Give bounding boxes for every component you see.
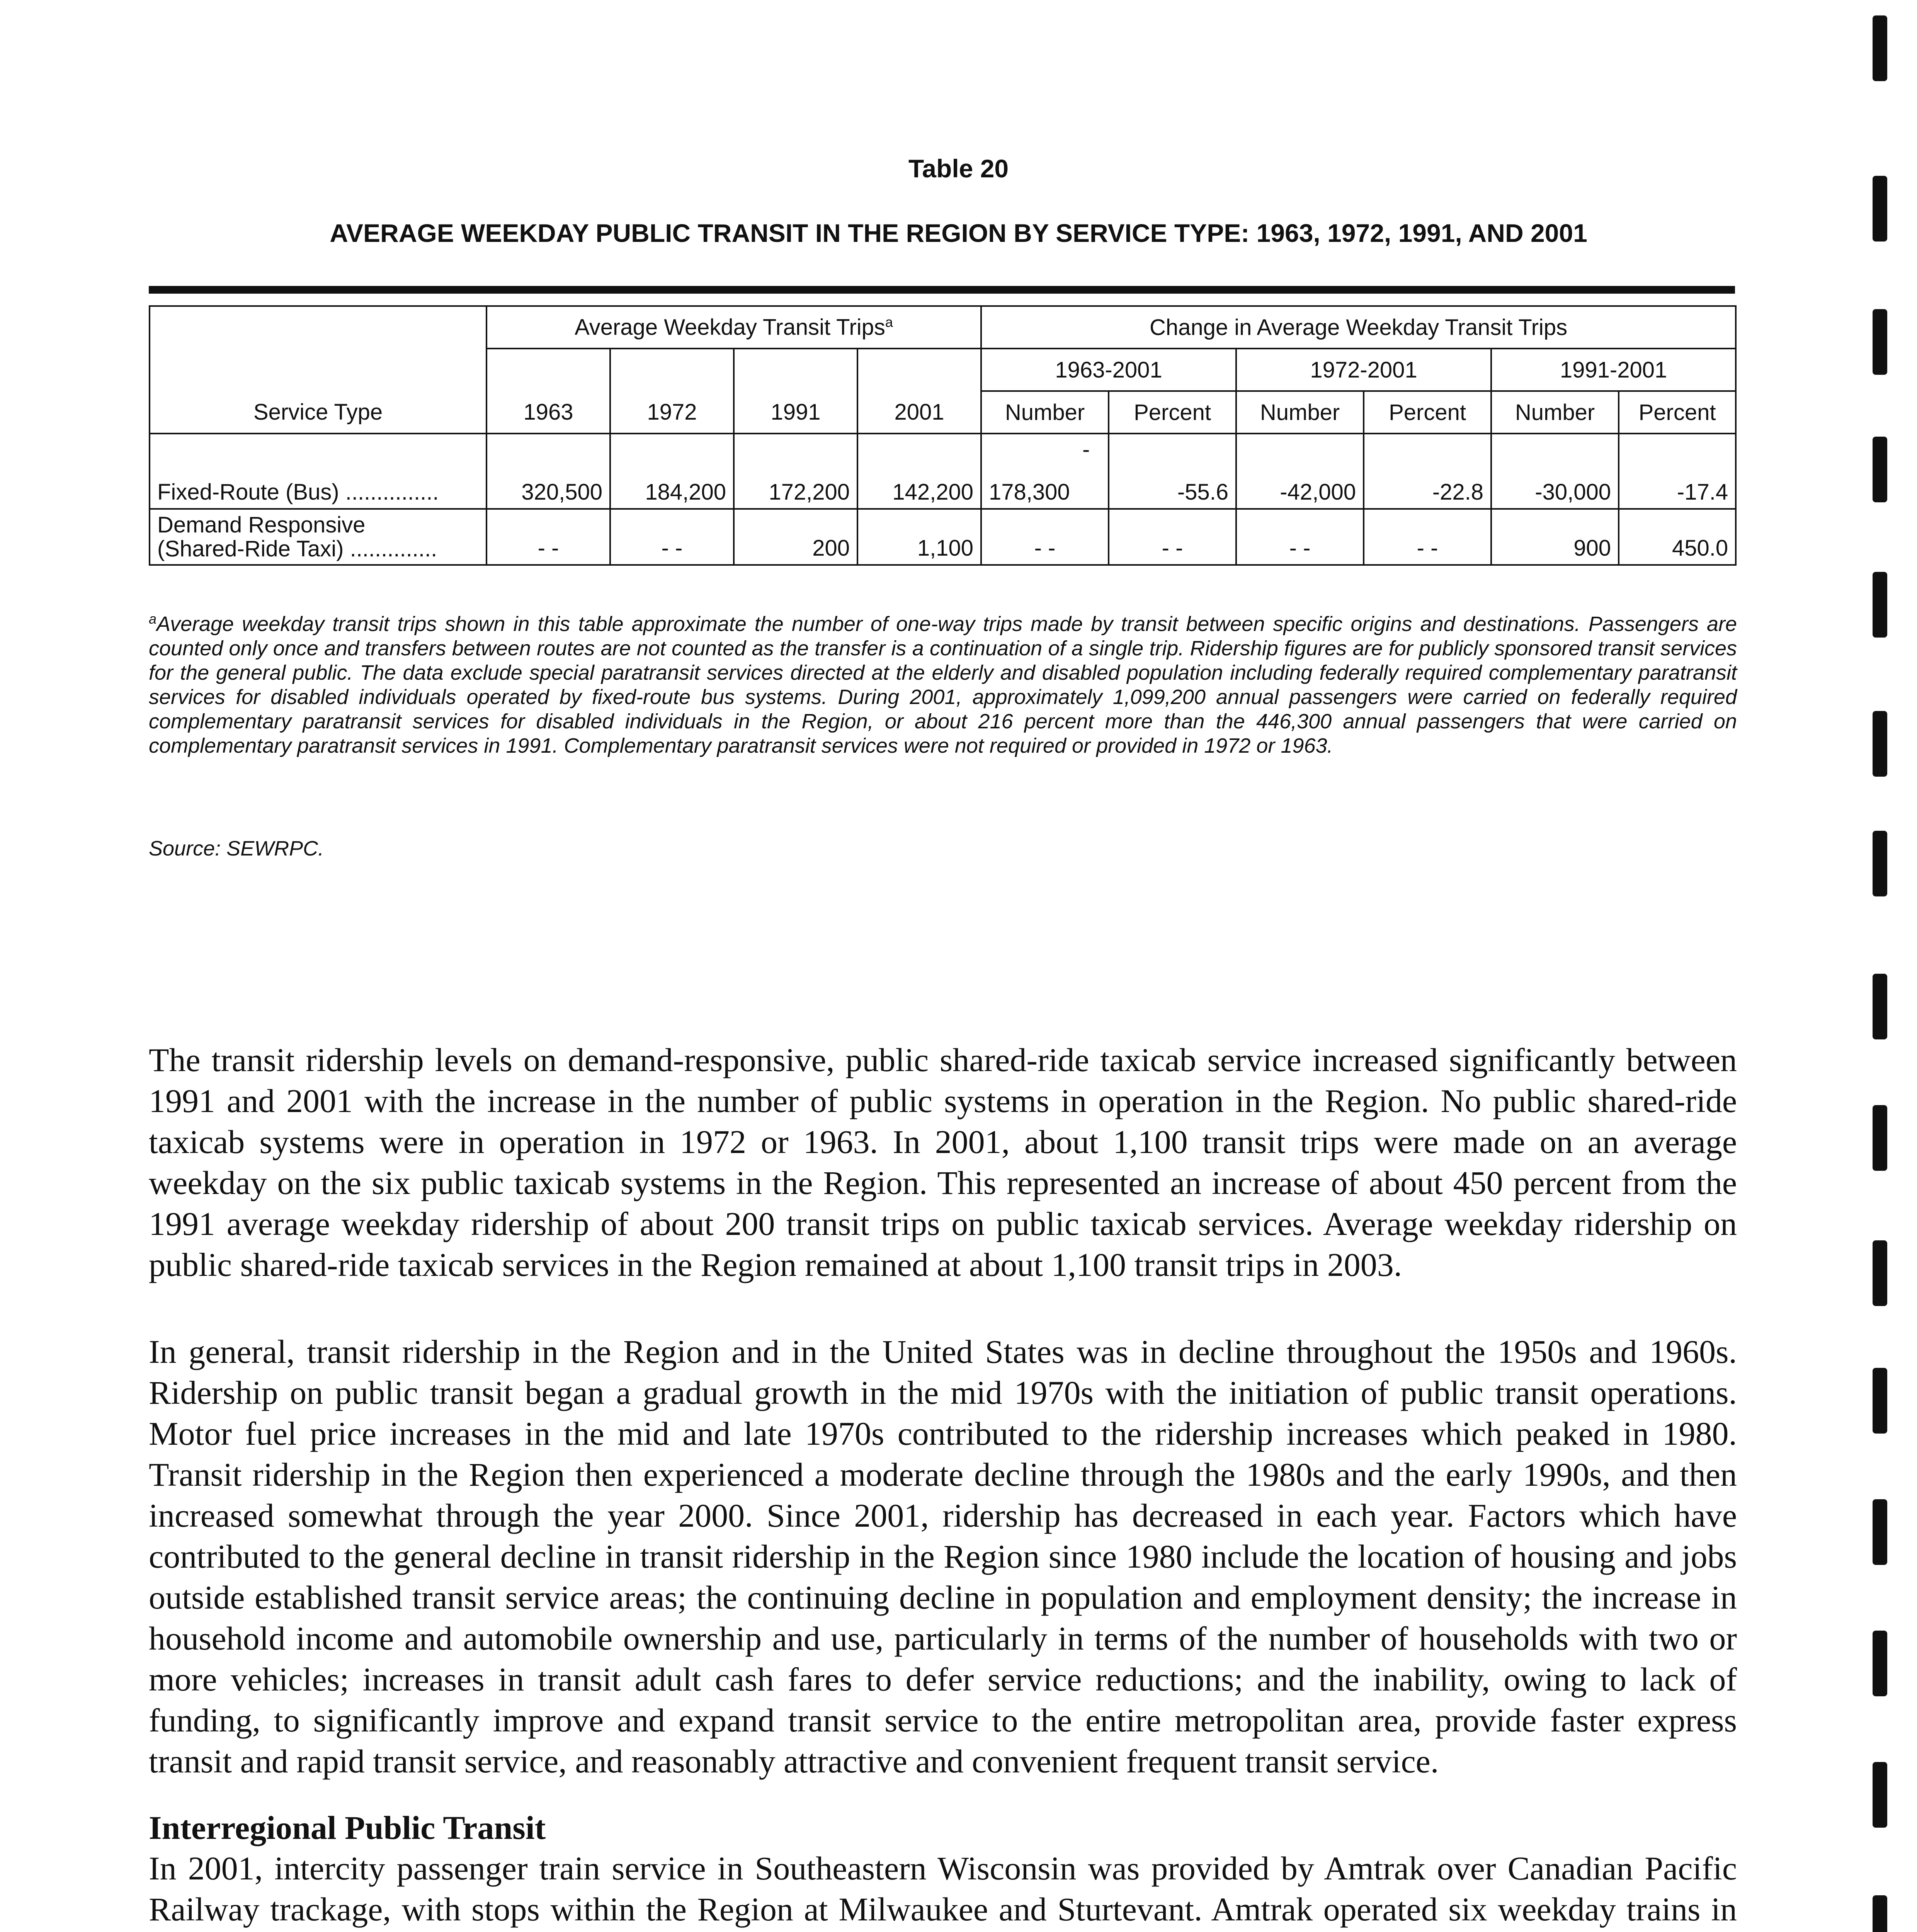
- header-percent: Percent: [1364, 391, 1491, 434]
- header-percent: Percent: [1109, 391, 1236, 434]
- cell-value: 320,500: [486, 434, 610, 509]
- cell-value: - 178,300: [981, 434, 1109, 509]
- table-source: Source: SEWRPC.: [149, 837, 324, 860]
- header-group-change: Change in Average Weekday Transit Trips: [981, 306, 1736, 349]
- cell-value: - -: [1364, 509, 1491, 565]
- scan-mark: [1873, 1499, 1887, 1565]
- section-heading: Interregional Public Transit: [149, 1809, 546, 1846]
- cell-value: -55.6: [1109, 434, 1236, 509]
- scan-margin-marks: [1873, 0, 1896, 1932]
- header-percent: Percent: [1619, 391, 1736, 434]
- cell-value: -30,000: [1491, 434, 1619, 509]
- header-year-2001: 2001: [857, 391, 981, 434]
- row-label-demand-responsive: Demand Responsive (Shared-Ride Taxi) ..............: [150, 509, 486, 565]
- header-year-1963: 1963: [486, 391, 610, 434]
- cell-value: - -: [486, 509, 610, 565]
- scan-mark: [1873, 1895, 1887, 1932]
- cell-value: 200: [734, 509, 857, 565]
- body-paragraph-2: In general, transit ridership in the Region and in the United States was in decline throughout the 1950s and 1960s. Ridership on public transit began a gradual growth in the mid 1970s with the initiation of public transit operations. Motor fuel price increases in the mid and late 1970s contributed to the ridership increases which peaked in 1980. Transit ridership in the Region then experienced a moderate decline through the 1980s and the early 1990s, and then increased somewhat through the year 2000. Since 2001, ridership has decreased in each year. Factors which have contributed to the general decline in transit ridership in the Region since 1980 include the location of housing and jobs outside established transit service areas; the continuing decline in population and employment density; the increase in household income and automobile ownership and use, particularly in terms of the number of households with two or more vehicles; increases in transit adult cash fares to defer service reductions; and the inability, owing to lack of funding, to significantly improve and expand transit service to the entire metropolitan area, provide faster express transit and rapid transit service, and reasonably attractive and convenient frequent transit service.: [149, 1333, 1737, 1780]
- cell-value: -17.4: [1619, 434, 1736, 509]
- table-footnote: $^a$Average weekday transit trips shown in this table approximate the number of one-way trips made by transit between specific origins and destinations. Passengers are counted only once and transfers between routes are not counted as the transfer is a continuation of a single trip. Ridership figures are for publicly sponsored transit services for the general public. The data exclude special paratransit services directed at the elderly and disabled population including federally required complementary paratransit services for disabled individuals operated by fixed-route bus systems. During 2001, approximately 1,099,200 annual passengers were carried on federally required complementary paratransit services for disabled individuals in the Region, or about 216 percent more than the 446,300 annual passengers that were carried on complementary paratransit services in 1991. Complementary paratransit services were not required or provided in 1972 or 1963.: [149, 611, 1737, 757]
- cell-value: - -: [981, 509, 1109, 565]
- header-period-1963-2001: 1963-2001: [981, 349, 1236, 391]
- header-service-type: Service Type: [150, 391, 486, 434]
- scan-mark: [1873, 1631, 1887, 1696]
- header-number: Number: [1491, 391, 1619, 434]
- scan-mark: [1873, 711, 1887, 777]
- header-blank-cell: [610, 349, 734, 391]
- scan-mark: [1873, 176, 1887, 242]
- scan-mark: [1873, 437, 1887, 502]
- scan-mark: [1873, 309, 1887, 375]
- header-group-weekday-trips: Average Weekday Transit Trips$^a$: [486, 306, 981, 349]
- table-top-rule: [149, 286, 1735, 294]
- body-paragraph-1: The transit ridership levels on demand-responsive, public shared-ride taxicab service increased significantly between 1991 and 2001 with the increase in the number of public systems in operation in the Region. No public shared-ride taxicab systems were in operation in 1972 or 1963. In 2001, about 1,100 transit trips were made on an average weekday on the six public taxicab systems in the Region. This represented an increase of about 450 percent from the 1991 average weekday ridership of about 200 transit trips on public taxicab services. Average weekday ridership on public shared-ride taxicab services in the Region remained at about 1,100 transit trips in 2003.: [149, 1041, 1737, 1283]
- header-blank-cell: [150, 349, 486, 391]
- table-row: [150, 434, 1736, 509]
- header-year-1991: 1991: [734, 391, 857, 434]
- scan-mark: [1873, 1240, 1887, 1306]
- cell-value: - -: [1236, 509, 1364, 565]
- header-year-1972: 1972: [610, 391, 734, 434]
- header-period-1991-2001: 1991-2001: [1491, 349, 1736, 391]
- stray-dash-mark: -: [1082, 437, 1090, 462]
- body-paragraph-3: In 2001, intercity passenger train service in Southeastern Wisconsin was provided by Amtrak over Canadian Pacific Railway trackage, with stops within the Region at Milwaukee and Sturtevant. Amtrak operated six weekday trains in: [149, 1850, 1737, 1928]
- table-number: Table 20: [908, 154, 1009, 183]
- scan-mark: [1873, 15, 1887, 81]
- cell-value: 450.0: [1619, 509, 1736, 565]
- header-number: Number: [1236, 391, 1364, 434]
- cell-value: -42,000: [1236, 434, 1364, 509]
- scan-mark: [1873, 1762, 1887, 1828]
- cell-value: 1,100: [857, 509, 981, 565]
- cell-value: 142,200: [857, 434, 981, 509]
- transit-table: [149, 305, 1737, 566]
- cell-value: -22.8: [1364, 434, 1491, 509]
- header-blank-cell: [150, 306, 486, 349]
- header-period-1972-2001: 1972-2001: [1236, 349, 1491, 391]
- footnote-marker: a: [149, 611, 157, 627]
- cell-value: - -: [1109, 509, 1236, 565]
- table-row: [150, 509, 1736, 565]
- scan-mark: [1873, 831, 1887, 896]
- scan-mark: [1873, 974, 1887, 1039]
- scan-mark: [1873, 1368, 1887, 1434]
- scan-mark: [1873, 572, 1887, 638]
- table-title: AVERAGE WEEKDAY PUBLIC TRANSIT IN THE REGION BY SERVICE TYPE: 1963, 1972, 1991, AND 2001: [330, 219, 1587, 247]
- header-blank-cell: [734, 349, 857, 391]
- cell-value: 172,200: [734, 434, 857, 509]
- header-blank-cell: [486, 349, 610, 391]
- row-label-fixed-route: Fixed-Route (Bus) ...............: [150, 434, 486, 509]
- cell-value: 184,200: [610, 434, 734, 509]
- header-blank-cell: [857, 349, 981, 391]
- cell-value: - -: [610, 509, 734, 565]
- cell-value: 900: [1491, 509, 1619, 565]
- header-number: Number: [981, 391, 1109, 434]
- scan-mark: [1873, 1105, 1887, 1171]
